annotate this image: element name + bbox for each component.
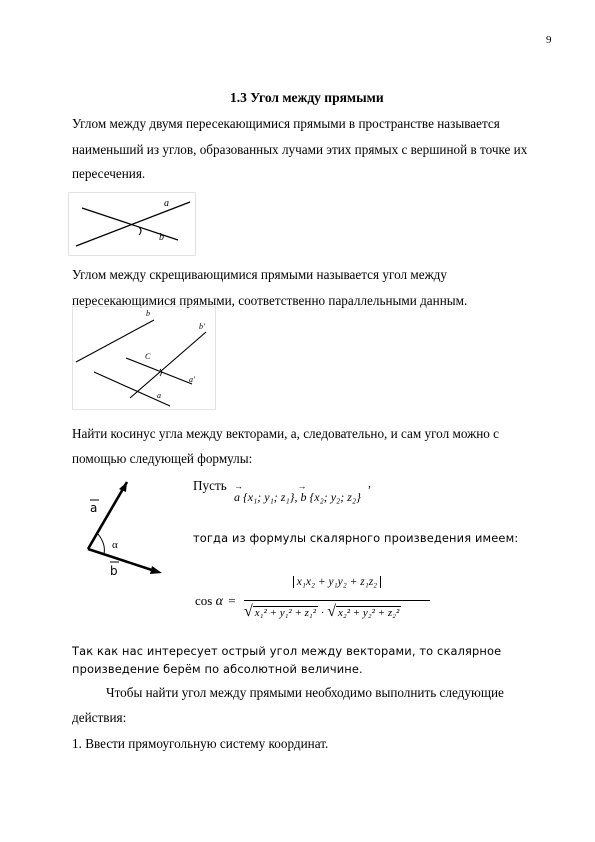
vector-arrow-icon: → [297,481,307,491]
section-heading: 1.3 Угол между прямыми [230,90,384,105]
steps-intro: Чтобы найти угол между прямыми необходимо выполнить следующие [106,685,504,700]
line-b [76,320,154,362]
intro-line-1: Углом между двумя пересекающимися прямыми в пространстве называется [72,116,500,131]
dot-sign: · [320,607,325,619]
let-word: Пусть [193,478,227,493]
label-b: b [146,309,150,318]
vector-b-shaft [88,549,158,572]
intro-line-3: пересечения. [72,166,146,181]
vector-b-coords: {x₂; y₂; z₂} [309,490,361,504]
vector-b-arrowhead [150,566,162,574]
angle-arc [98,534,104,554]
sqrt-icon: √ [244,603,253,620]
skew-line-1: Углом между скрещивающимися прямыми называется угол между [72,267,447,282]
then-line: тогда из формулы скалярного произведения имеем: [193,531,519,545]
note-line-2: произведение берём по абсолютной величине. [72,662,363,676]
label-b: b [110,564,118,576]
trailing-comma: , [368,476,371,490]
equals-sign: = [228,593,236,608]
skew-lines-figure [72,306,216,410]
fraction-bar [244,600,430,601]
cosine-line-1: Найти косинус угла между векторами, а, следовательно, и сам угол можно с [72,426,500,441]
line-a-prime [126,358,192,384]
label-a: a [157,391,161,400]
vector-a-coords: {x₁; y₁; z₁} [243,490,295,504]
vector-b-name: b [300,490,307,504]
skew-line-2: пересекающимися прямыми, соответственно параллельными данным. [72,293,468,308]
label-b-prime: b' [199,322,205,331]
line-b-prime [130,332,206,398]
label-a: a [90,501,98,515]
formula-numerator [246,576,428,588]
steps-intro-2: действия: [72,710,127,725]
vector-a-shaft [88,482,127,549]
formula-denominator [244,603,401,621]
vectors-figure [78,476,174,576]
intro-line-2: наименьший из углов, образованных лучами этих прямых с вершиной в точке их [72,142,528,157]
label-a: a [164,198,169,209]
vector-separator: , [294,490,298,504]
sqrt-icon: √ [327,603,336,620]
alpha-symbol: α [215,594,223,609]
line-a [76,202,190,246]
formula-lhs [195,593,236,610]
vector-a-name-wrap [234,481,243,504]
vector-definitions [234,481,361,505]
step-1: 1. Ввести прямоугольную систему координат. [72,736,329,751]
page-number: 9 [546,34,552,46]
label-a-prime: a' [189,375,195,384]
vector-a-name: a [234,490,240,504]
label-c: C [145,352,151,361]
label-b: b [159,232,164,243]
intersecting-lines-figure [68,192,196,256]
den-right: x₂² + y₂² + z₂² [338,607,400,619]
note-line-1: Так как нас интересует острый угол между векторами, то скалярное [72,644,502,658]
cos-text: cos [195,593,213,608]
numerator-abs: x₁x₂ + y₁y₂ + z₁z₂ [293,576,381,588]
line-a [94,372,170,406]
cosine-line-2: помощью следующей формулы: [72,451,253,466]
vector-a-arrowhead [119,482,127,492]
angle-arc [160,369,162,376]
den-left: x₁² + y₁² + z₁² [254,607,317,619]
vector-b-name-wrap [297,481,309,504]
vector-arrow-icon: → [234,481,243,491]
label-alpha: α [112,539,118,551]
